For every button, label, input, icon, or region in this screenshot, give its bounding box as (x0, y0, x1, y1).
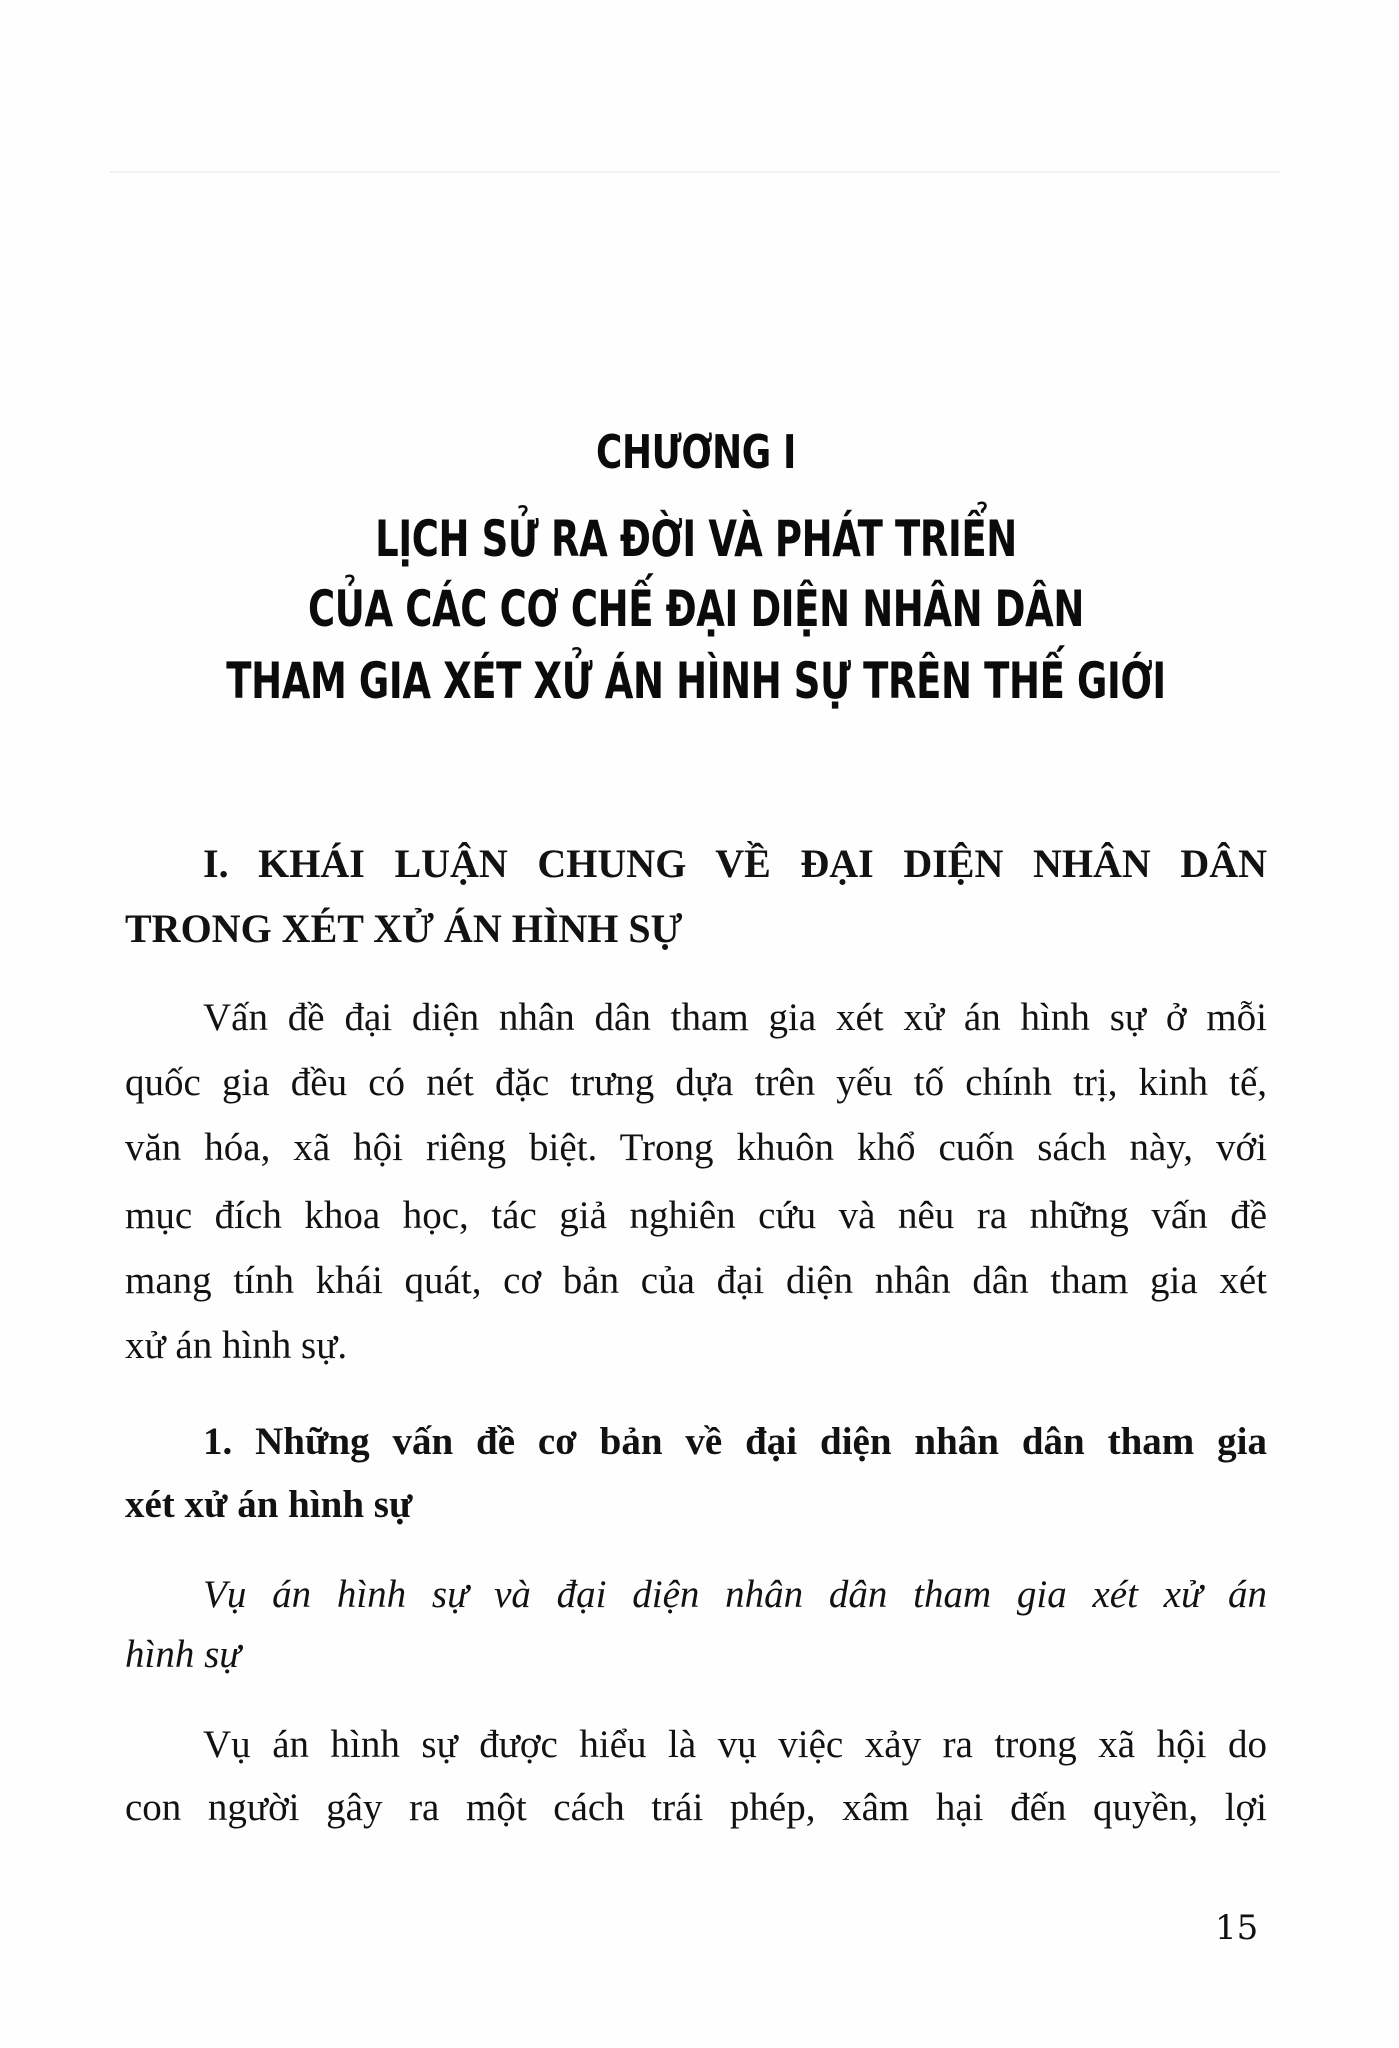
section-heading-line-1: I. KHÁI LUẬN CHUNG VỀ ĐẠI DIỆN NHÂN DÂN (203, 841, 1267, 886)
paragraph-1-line-2: quốc gia đều có nét đặc trưng dựa trên yếu tố chính trị, kinh tế, (125, 1061, 1267, 1104)
page-number: 15 (1215, 1908, 1259, 1948)
paragraph-2-line-2: con người gây ra một cách trái phép, xâm hại đến quyền, lợi (125, 1786, 1267, 1829)
subsection-heading-line-1: 1. Những vấn đề cơ bản về đại diện nhân dân tham gia (203, 1420, 1267, 1463)
subsection-heading-line-2: xét xử án hình sự (125, 1483, 413, 1526)
chapter-title-line-3: THAM GIA XÉT XỬ ÁN HÌNH SỰ TRÊN THẾ GIỚI (226, 652, 1166, 710)
paragraph-1-line-3: văn hóa, xã hội riêng biệt. Trong khuôn khổ cuốn sách này, với (125, 1126, 1267, 1169)
chapter-title-line-1: LỊCH SỬ RA ĐỜI VÀ PHÁT TRIỂN (375, 510, 1017, 568)
paragraph-1-line-4: mục đích khoa học, tác giả nghiên cứu và nêu ra những vấn đề (125, 1194, 1267, 1237)
paragraph-2-line-1: Vụ án hình sự được hiểu là vụ việc xảy ra trong xã hội do (203, 1723, 1267, 1766)
italic-heading-line-2: hình sự (125, 1633, 241, 1676)
chapter-label: CHƯƠNG I (596, 425, 796, 479)
section-heading-line-2: TRONG XÉT XỬ ÁN HÌNH SỰ (125, 906, 683, 951)
paragraph-1-line-1: Vấn đề đại diện nhân dân tham gia xét xử án hình sự ở mỗi (203, 996, 1267, 1039)
running-header-rule-bleedthrough (110, 171, 1280, 173)
italic-heading-line-1: Vụ án hình sự và đại diện nhân dân tham gia xét xử án (203, 1573, 1267, 1616)
paragraph-1-line-6: xử án hình sự. (125, 1324, 348, 1367)
chapter-title-line-2: CỦA CÁC CƠ CHẾ ĐẠI DIỆN NHÂN DÂN (308, 580, 1084, 638)
paragraph-1-line-5: mang tính khái quát, cơ bản của đại diện nhân dân tham gia xét (125, 1259, 1267, 1302)
